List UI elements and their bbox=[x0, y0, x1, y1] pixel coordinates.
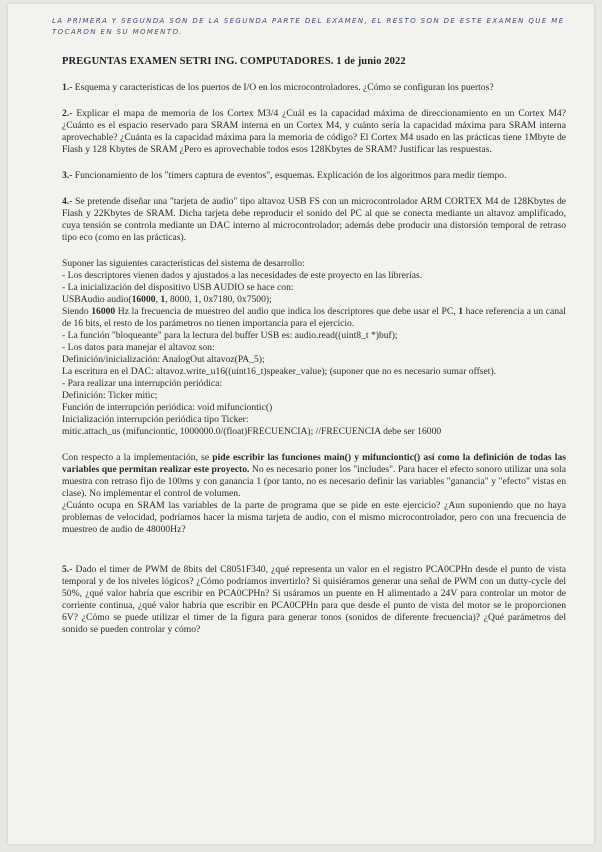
handwritten-note: LA PRIMERA Y SEGUNDA SON DE LA SEGUNDA PARTE DEL EXAMEN, EL RESTO SON DE ESTE EXAMEN QUE ME TOCARON EN SU MOMENTO. bbox=[52, 17, 565, 36]
question-text: Se pretende diseñar una "tarjeta de audio" tipo altavoz USB FS con un microcontrolador ARM CORTEX M4 de 128Kbytes de Flash y 22Kbytes de SRAM. Dicha tarjeta debe reproducir el sonido del PC al que se conecta mediante un altavoz amplificado, cuya tensión se controla mediante un DAC interno al microcontrolador; además debe producir una distorsión temporal de retraso tipo eco (como en las prácticas). bbox=[62, 196, 566, 243]
question-text: Dado el timer de PWM de 8bits del C8051F340, ¿qué representa un valor en el registro PCA0CPHn desde el punto de vista temporal y de los niveles lógicos? ¿Cómo podríamos invertirlo? Si quisiéramos generar una señal de PWM con un dutty-cycle del 50%, ¿qué valor habría que escribir en PCA0CPHn? Si usáramos un puente en H alimentado a 24V para controlar un motor de corriente continua, ¿qué valor habría que escribir en PCA0CPHn para que desde el punto de vista del motor se le proporcionen 6V? ¿Cómo se puede utilizar el timer de la figura para generar tonos (sonidos de diferente frecuencia)? ¿Qué parámetros del sonido se pueden controlar y cómo? bbox=[62, 564, 566, 635]
spec-intro: Suponer las siguientes características del sistema de desarrollo: bbox=[62, 258, 305, 269]
spec-line: - La inicialización del dispositivo USB AUDIO se hace con: bbox=[62, 282, 294, 293]
sram-question: ¿Cuánto ocupa en SRAM las variables de la parte de programa que se pide en este ejercicio? ¿Aun suponiendo que no haya problemas de velocidad, podríamos hacer la misma tarjeta de audio, con el mismo microcontrolador, pero con una frecuencia de muestreo de audio de 48000Hz? bbox=[62, 500, 566, 535]
question-text: Esquema y características de los puertos de I/O en los microcontroladores. ¿Cómo se configuran los puertos? bbox=[72, 82, 494, 93]
question-text: Explicar el mapa de memoria de los Cortex M3/4 ¿Cuál es la capacidad máxima de direccionamiento en un Cortex M4? ¿Cuánto es el espacio reservado para SRAM interna en un Cortex M4, y cuánto sería la capacidad máxima para SRAM interna aprovechable? ¿Cuánta es la capacidad máxima para la memoria de código? El Cortex M4 usado en las prácticas tiene 1Mbyte de Flash y 128 Kbytes de SRAM ¿Pero es aprovechable todos esos 128Kbytes de SRAM? Justificar las respuestas. bbox=[62, 108, 566, 155]
page-title: PREGUNTAS EXAMEN SETRI ING. COMPUTADORES. 1 de junio 2022 bbox=[62, 56, 406, 67]
question-number: 2.- bbox=[62, 108, 73, 119]
question-number: 4.- bbox=[62, 196, 73, 207]
question-3 bbox=[62, 170, 566, 182]
spec-line: Definición/inicialización: AnalogOut altavoz(PA_5); bbox=[62, 354, 265, 365]
spec-line: - La función "bloqueante" para la lectura del buffer USB es: audio.read((uint8_t *)buf); bbox=[62, 330, 398, 341]
siendo-line: Siendo 16000 Hz la frecuencia de muestreo del audio que indica los descriptores que debe usar el PC, 1 hace referencia a un canal de 16 bits, el resto de los parámetros no tienen importancia para el ejercicio. bbox=[62, 306, 566, 329]
question-1 bbox=[62, 82, 566, 94]
spec-line: - Para realizar una interrupción periódica: bbox=[62, 378, 223, 389]
question-number: 1.- bbox=[62, 82, 73, 93]
question-2 bbox=[62, 108, 566, 156]
usb-init-line: USBAudio audio(16000, 1, 8000, 1, 0x7180, 0x7500); bbox=[62, 294, 272, 305]
question-text: Funcionamiento de los "timers captura de eventos", esquemas. Explicación de los algoritmos para medir tiempo. bbox=[72, 170, 507, 181]
implementation-paragraph: Con respecto a la implementación, se pide escribir las funciones main() y mifunciontic() así como la definición de todas las variables que permitan realizar este proyecto. No es necesario poner los "includes". Para hacer el efecto sonoro utilizar una sola muestra con retraso fijo de 100ms y con ganancia 1 (por tanto, no es necesario definir las variables "ganancia" y "efecto" vistas en clase). No implementar el control de volumen. bbox=[62, 452, 566, 499]
spec-line: mitic.attach_us (mifunciontic, 1000000.0/(float)FRECUENCIA); //FRECUENCIA debe ser 16000 bbox=[62, 426, 442, 437]
exam-page bbox=[8, 4, 594, 844]
question-4 bbox=[62, 196, 566, 244]
spec-line: Inicialización interrupción periódica tipo Ticker: bbox=[62, 414, 249, 425]
question-number: 5.- bbox=[62, 564, 73, 575]
spec-line: La escritura en el DAC: altavoz.write_u16((uint16_t)speaker_value); (suponer que no es necesario sumar offset). bbox=[62, 366, 497, 377]
spec-line: - Los descriptores vienen dados y ajustados a las necesidades de este proyecto en las librerías. bbox=[62, 270, 423, 281]
exam-body bbox=[62, 82, 566, 650]
question-number: 3.- bbox=[62, 170, 73, 181]
spec-line: Función de interrupción periódica: void mifunciontic() bbox=[62, 402, 273, 413]
system-specs bbox=[62, 258, 566, 438]
spec-line: - Los datos para manejar el altavoz son: bbox=[62, 342, 215, 353]
question-5 bbox=[62, 564, 566, 636]
bold-requirement: pide escribir las funciones main() y mifunciontic() así como la definición de todas las variables que permitan realizar este proyecto. bbox=[62, 452, 566, 475]
spec-line: Definición: Ticker mitic; bbox=[62, 390, 158, 401]
